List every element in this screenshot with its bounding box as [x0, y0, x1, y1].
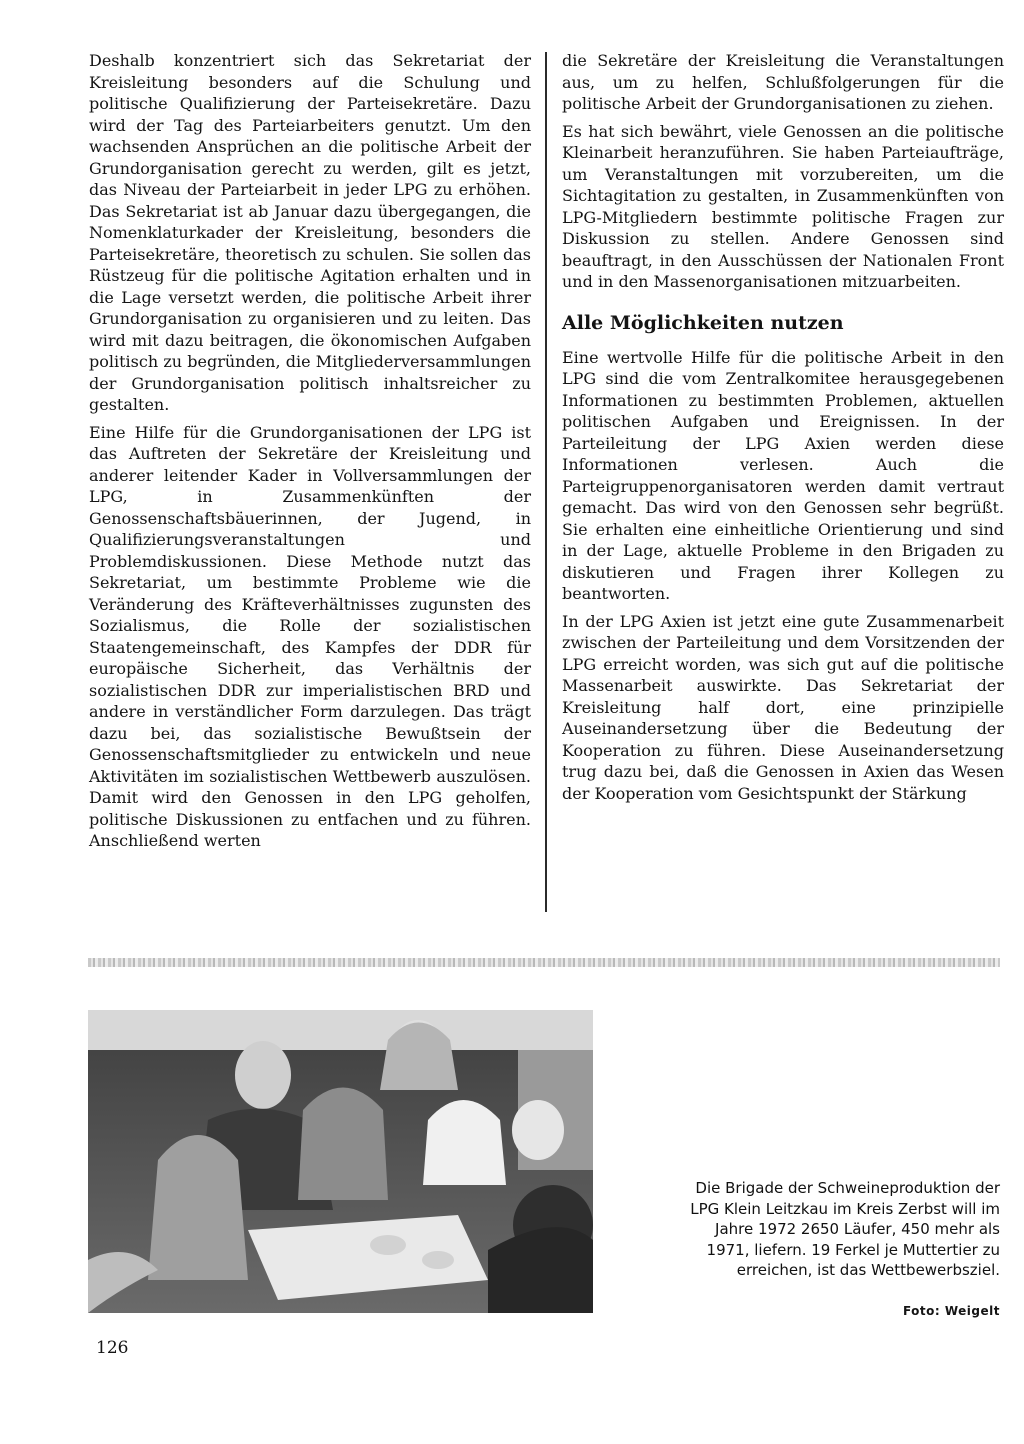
- paragraph: Es hat sich bewährt, viele Genossen an die politische Kleinarbeit heranzuführen. Sie haben Parteiaufträge, um Veranstaltungen mit vorzubereiten, um die Sichtagitation zu gestalten, in Zusammenkünften von LPG-Mitgliedern bestimmte politische Fragen zur Diskussion zu stellen. Andere Genossen sind beauftragt, in den Ausschüssen der Nationalen Front und in den Massenorganisationen mitzuarbeiten.: [562, 121, 1004, 291]
- photo-illustration: [88, 1010, 593, 1313]
- page-number: 126: [96, 1338, 129, 1358]
- article-column-right: [562, 50, 1004, 810]
- paragraph: Eine Hilfe für die Grundorganisationen der LPG ist das Auftreten der Sekretäre der Kreisleitung und anderer leitender Kader in Vollversammlungen der LPG, in Zusammenkünften der Genossenschaftsbäuerinnen, der Jugend, in Qualifizierungsveranstaltungen und Problemdiskussionen. Diese Methode nutzt das Sekretariat, um bestimmte Probleme wie die Veränderung des Kräfteverhältnisses zugunsten des Sozialismus, die Rolle der sozialistischen Staatengemeinschaft, des Kampfes der DDR für europäische Sicherheit, das Verhältnis der sozialistischen DDR zur imperialistischen BRD und andere in verständlicher Form darzulegen. Das trägt dazu bei, das sozialistische Bewußtsein der Genossenschaftsmitglieder zu entwickeln und neue Aktivitäten im sozialistischen Wettbewerb auszulösen. Damit wird den Genossen in den LPG geholfen, politische Diskussionen zu entfachen und zu führen. Anschließend werten: [89, 422, 531, 850]
- paragraph: In der LPG Axien ist jetzt eine gute Zusammenarbeit zwischen der Parteileitung und dem Vorsitzenden der LPG erreicht worden, was sich gut auf die politische Massenarbeit auswirkte. Das Sekretariat der Kreisleitung half dort, eine prinzipielle Auseinandersetzung über die Bedeutung der Kooperation zu führen. Diese Auseinandersetzung trug dazu bei, daß die Genossen in Axien das Wesen der Kooperation vom Gesichtspunkt der Stärkung: [562, 611, 1004, 803]
- photo-credit: Foto: Weigelt: [902, 1304, 1000, 1318]
- paragraph: die Sekretäre der Kreisleitung die Veranstaltungen aus, um zu helfen, Schlußfolgerungen für die politische Arbeit der Grundorganisationen zu ziehen.: [562, 51, 1004, 113]
- paragraph: Eine wertvolle Hilfe für die politische Arbeit in den LPG sind die vom Zentralkomitee herausgegebenen Informationen zu bestimmten Problemen, aktuellen politischen Aufgaben und Ereignissen. In der Parteileitung der LPG Axien werden diese Informationen verlesen. Auch die Parteigruppenorganisatoren werden damit vertraut gemacht. Das wird von den Genossen sehr begrüßt. Sie erhalten eine einheitliche Orientierung und sind in der Lage, aktuelle Probleme in den Brigaden zu diskutieren und Fragen ihrer Kollegen zu beantworten.: [562, 347, 1004, 603]
- section-heading: Alle Möglichkeiten nutzen: [562, 311, 844, 334]
- column-divider: [545, 52, 547, 912]
- halftone-separator: [88, 958, 1000, 967]
- brigade-photo: [88, 1010, 593, 1313]
- article-column-left: [89, 50, 531, 858]
- photo-caption: Die Brigade der Schweineproduktion der LPG Klein Leitzkau im Kreis Zerbst will im Jahre 1972 2650 Läufer, 450 mehr als 1971, liefern. 19 Ferkel je Muttertier zu erreichen, ist das Wettbewerbsziel.: [690, 1179, 1000, 1279]
- paragraph: Deshalb konzentriert sich das Sekretariat der Kreisleitung besonders auf die Schulung und politische Qualifizierung der Parteisekretäre. Dazu wird der Tag des Parteiarbeiters genutzt. Um den wachsenden Ansprüchen an die politische Arbeit der Grundorganisation gerecht zu werden, gilt es jetzt, das Niveau der Parteiarbeit in jeder LPG zu erhöhen. Das Sekretariat ist ab Januar dazu übergegangen, die Nomenklaturkader der Kreisleitung, besonders die Parteisekretäre, theoretisch zu schulen. Sie sollen das Rüstzeug für die politische Agitation erhalten und in die Lage versetzt werden, die politische Arbeit ihrer Grundorganisation zu organisieren und zu leiten. Das wird mit dazu beitragen, die ökonomischen Aufgaben politisch zu begründen, die Mitgliederversammlungen der Grundorganisation politisch inhaltsreicher zu gestalten.: [89, 51, 531, 414]
